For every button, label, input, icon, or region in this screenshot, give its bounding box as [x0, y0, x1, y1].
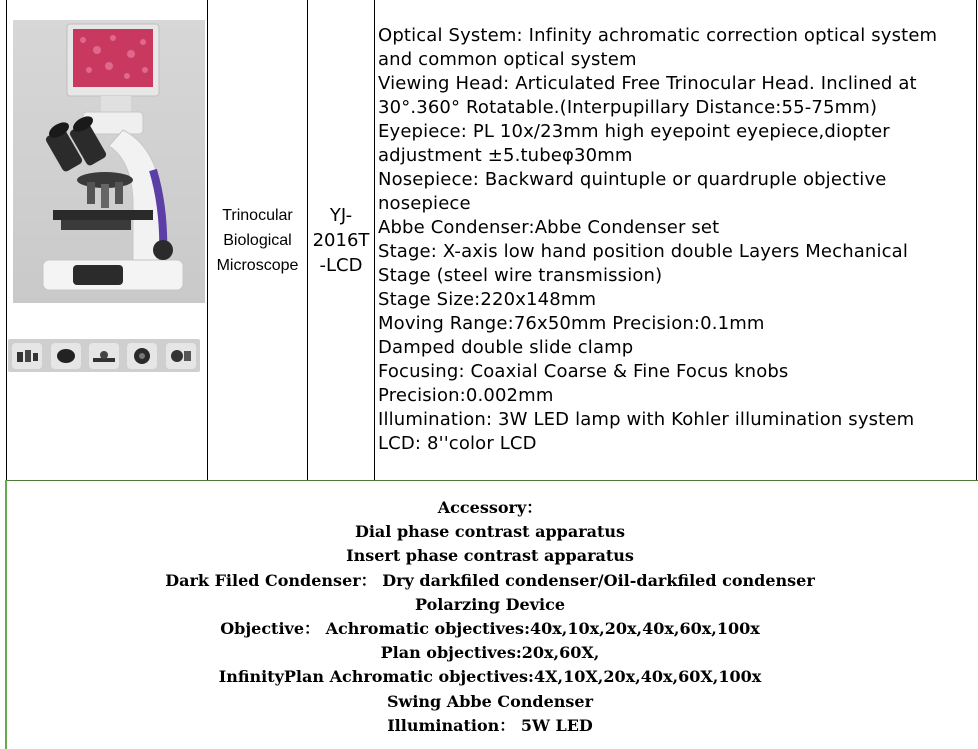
accessory-line: Polarzing Device [414, 594, 566, 614]
product-name-line: Trinocular [222, 206, 293, 224]
darkfield-condenser-icon [127, 343, 157, 369]
accessory-line: Plan objectives:20x,60X, [380, 643, 600, 663]
polarizer-icon [166, 343, 196, 369]
table-border-left [6, 0, 7, 480]
specifications-cell [378, 24, 976, 456]
accessory-line: Swing Abbe Condenser [387, 691, 593, 711]
accessory-line: Insert phase contrast apparatus [346, 546, 634, 566]
column-divider [374, 0, 375, 480]
spec-line: Precision:0.002mm [378, 385, 554, 406]
spec-line: Stage (steel wire transmission) [378, 265, 663, 286]
spec-line: Viewing Head: Articulated Free Trinocular Head. Inclined at [378, 73, 917, 94]
model-number-line: -LCD [319, 254, 363, 276]
accessory-heading: Accessory： [437, 498, 543, 517]
spec-line: Eyepiece: PL 10x/23mm high eyepoint eyepiece,diopter [378, 121, 890, 142]
spec-line: Illumination: 3W LED lamp with Kohler illumination system [378, 409, 915, 430]
spec-line: Optical System: Infinity achromatic correction optical system [378, 25, 938, 46]
condenser-icon [51, 343, 81, 369]
microscope-photo [13, 20, 205, 303]
spec-line: adjustment ±5.tubeφ30mm [378, 145, 633, 166]
spec-line: Damped double slide clamp [378, 337, 634, 358]
microscope-icon [13, 20, 205, 303]
product-name-line: Biological [223, 231, 292, 249]
spec-line: Focusing: Coaxial Coarse & Fine Focus knobs [378, 361, 789, 382]
accessory-thumbnails [8, 339, 200, 372]
spec-line: and common optical system [378, 49, 637, 70]
accessory-line: Dial phase contrast apparatus [354, 522, 626, 542]
spec-line: 30°.360° Rotatable.(Interpupillary Distance:55-75mm) [378, 97, 878, 118]
objective-lenses-icon [12, 343, 42, 369]
section-divider [5, 480, 978, 481]
product-name-cell [208, 0, 307, 480]
spec-line: nosepiece [378, 193, 471, 214]
accessory-line: InfinityPlan Achromatic objectives:4X,10X,20x,40x,60X,100x [218, 667, 762, 687]
model-number-line: 2016T [312, 229, 370, 251]
model-number-line: YJ- [329, 204, 353, 226]
accessories-list [0, 496, 978, 738]
spec-line: Nosepiece: Backward quintuple or quardruple objective [378, 169, 887, 190]
phase-slider-icon [89, 343, 119, 369]
accessories-section [0, 480, 978, 749]
table-border-right [976, 0, 977, 480]
accessory-line: Dark Filed Condenser： Dry darkfiled condenser/Oil-darkfiled condenser [165, 570, 815, 590]
accessory-line: Illumination： 5W LED [387, 715, 593, 735]
spec-line: Stage Size:220x148mm [378, 289, 597, 310]
product-image-cell [8, 0, 206, 480]
spec-line: Stage: X-axis low hand position double Layers Mechanical [378, 241, 909, 262]
spec-line: Abbe Condenser:Abbe Condenser set [378, 217, 720, 238]
spec-line: Moving Range:76x50mm Precision:0.1mm [378, 313, 765, 334]
spec-line: LCD: 8''color LCD [378, 433, 537, 454]
accessory-line: Objective： Achromatic objectives:40x,10x,20x,40x,60x,100x [220, 619, 760, 639]
product-name-line: Microscope [216, 256, 299, 274]
model-number-cell [308, 0, 374, 480]
